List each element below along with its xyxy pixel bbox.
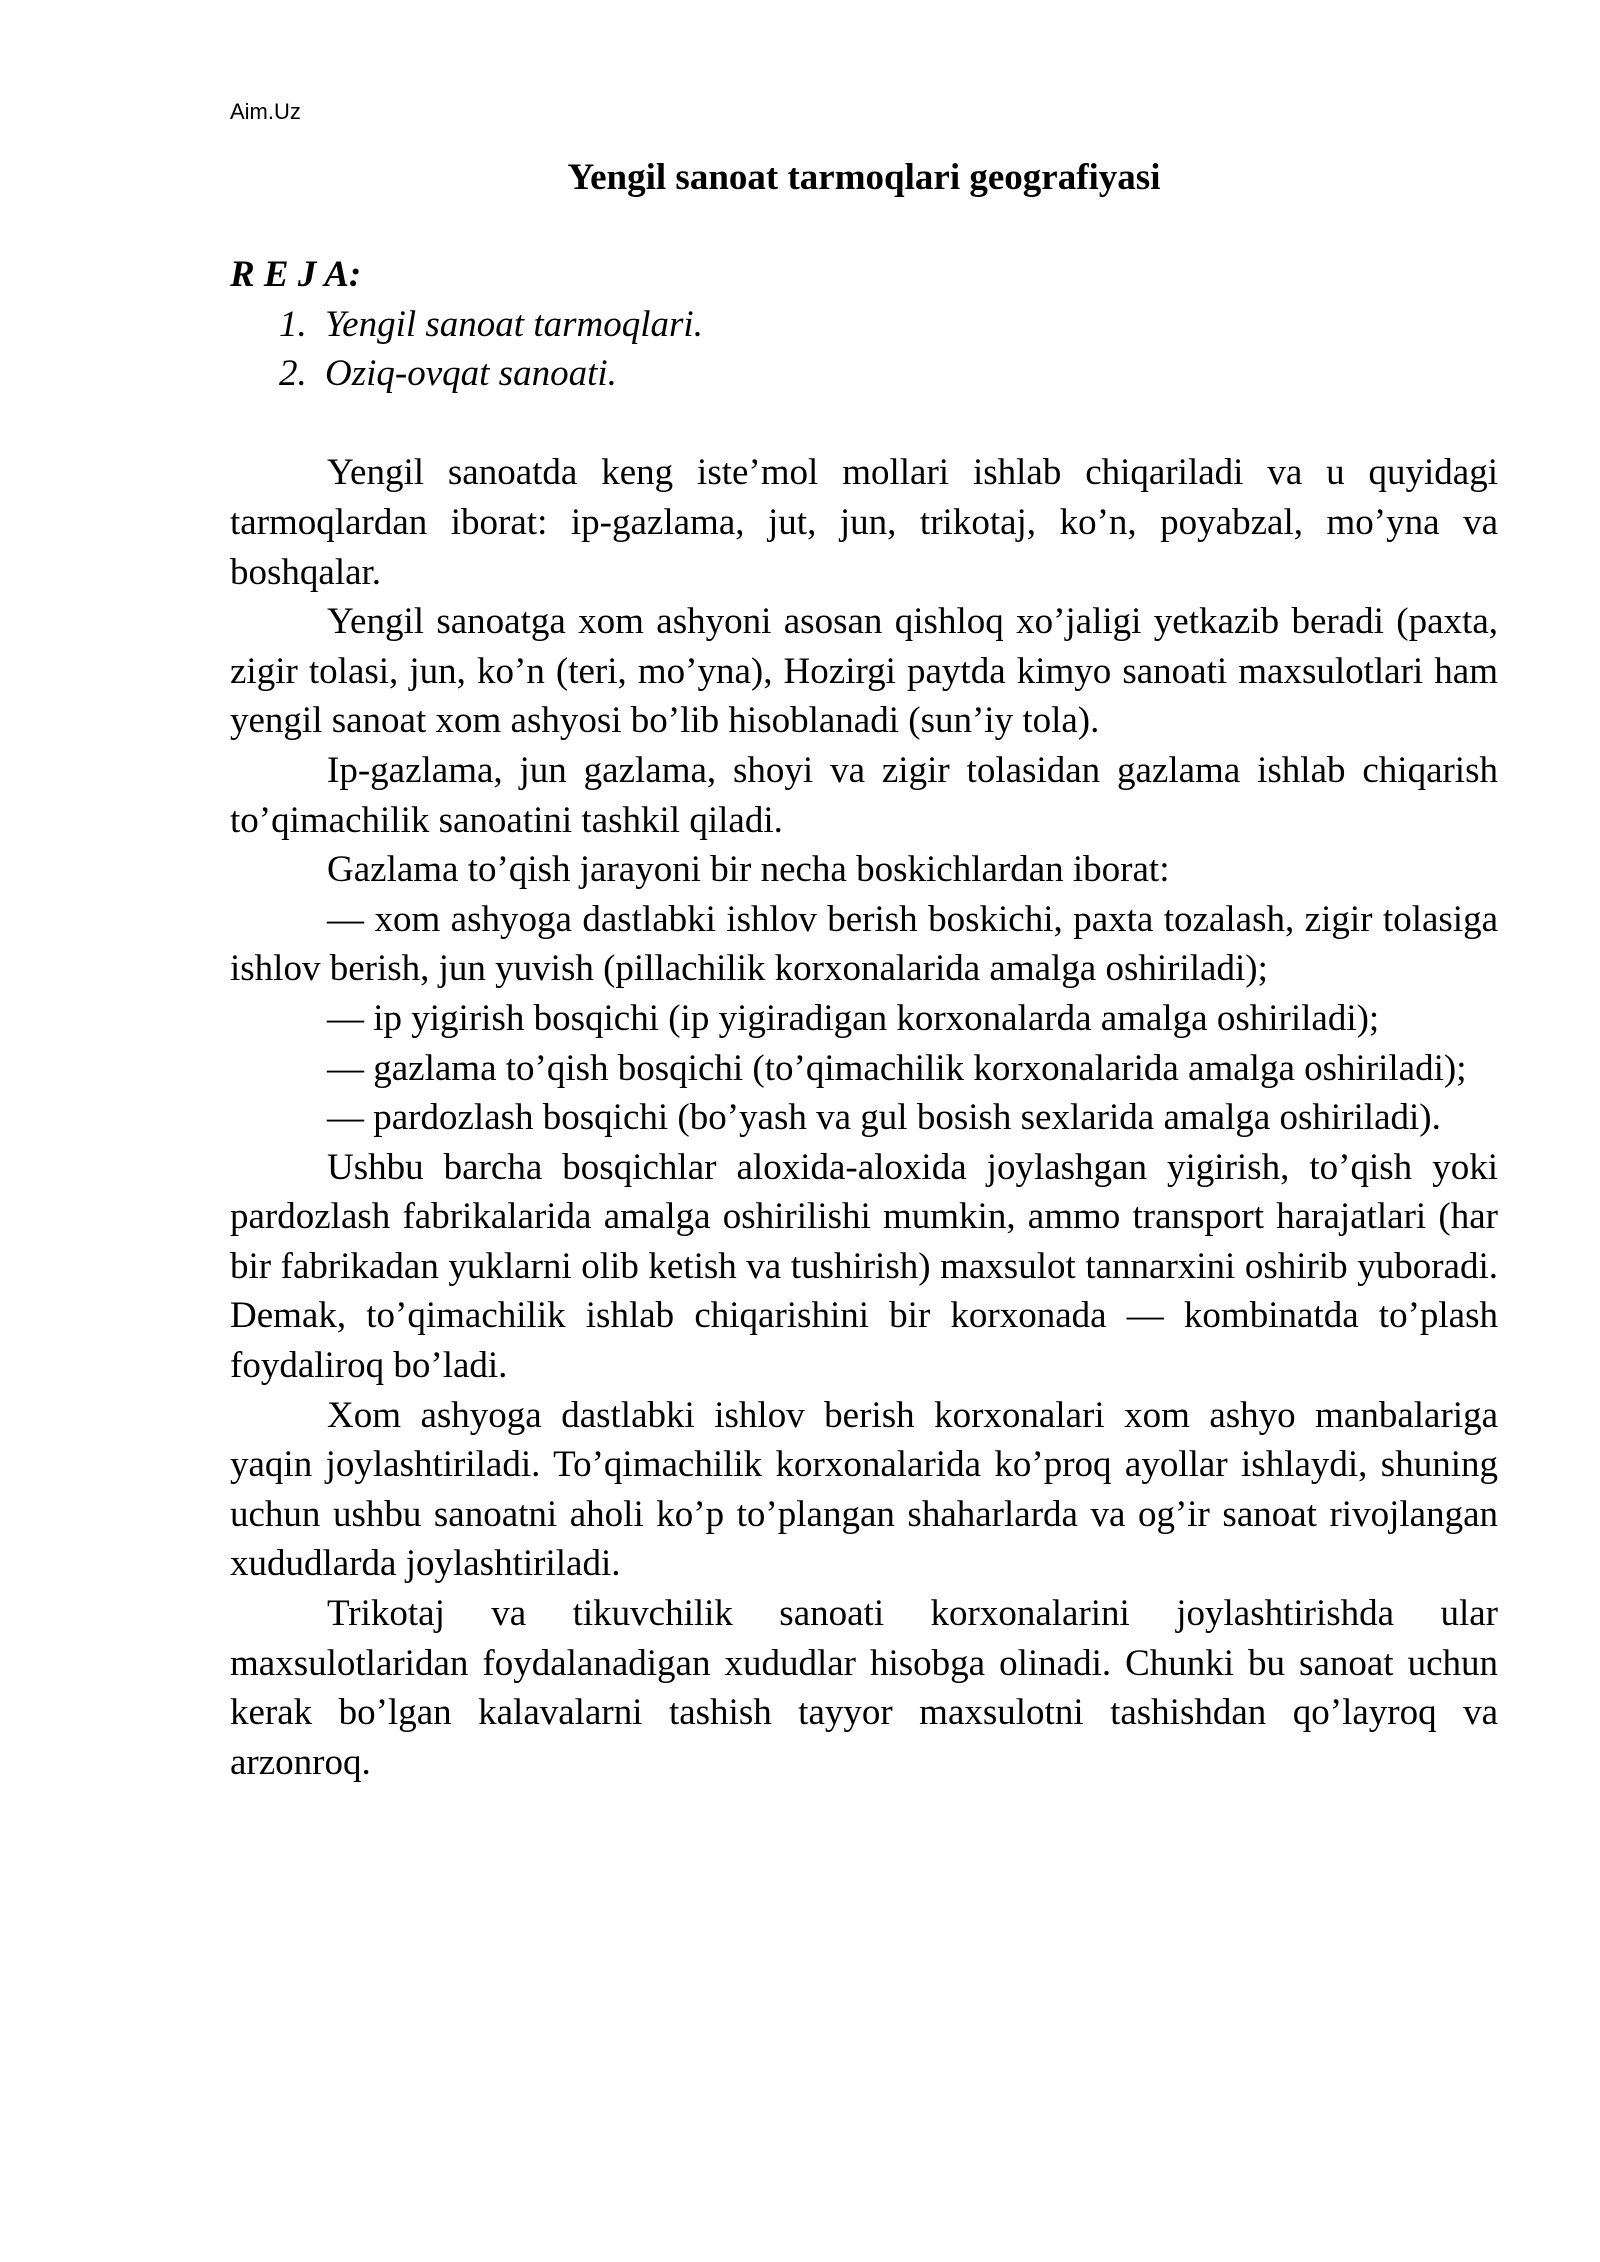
- paragraph: Ip-gazlama, jun gazlama, shoyi va zigir tolasidan gazlama ishlab chiqarish to’qimachilik sanoatini tashkil qiladi.: [230, 749, 1498, 841]
- stage-item: — pardozlash bosqichi (bo’yash va gul bosish sexlarida amalga oshiriladi).: [327, 1097, 1441, 1139]
- paragraph: Trikotaj va tikuvchilik sanoati korxonalarini joylashtirishda ular maxsulotlaridan foydalanadigan xududlar hisobga olinadi. Chunki bu sanoat uchun kerak bo’lgan kalavalarni tashish tayyor maxsulotni tashishdan qo’layroq va arzonroq.: [230, 1593, 1498, 1783]
- plan-item-text: Oziq-ovqat sanoati.: [325, 353, 617, 395]
- plan-item: [230, 349, 1498, 399]
- stage-item: — ip yigirish bosqichi (ip yigiradigan korxonalarda amalga oshiriladi);: [327, 997, 1380, 1039]
- paragraph: Yengil sanoatga xom ashyoni asosan qishloq xo’jaligi yetkazib beradi (paxta, zigir tolasi, jun, ko’n (teri, mo’yna), Hozirgi paytda kimyo sanoati maxsulotlari ham yengil sanoat xom ashyosi bo’lib hisoblanadi (sun’iy tola).: [230, 601, 1498, 742]
- plan-item: [230, 300, 1498, 350]
- paragraph: Xom ashyoga dastlabki ishlov berish korxonalari xom ashyo manbalariga yaqin joylashtiriladi. To’qimachilik korxonalarida ko’proq ayollar ishlaydi, shuning uchun ushbu sanoatni aholi ko’p to’plangan shaharlarda va og’ir sanoat rivojlangan xududlarda joylashtiriladi.: [230, 1394, 1498, 1585]
- document-title: Yengil sanoat tarmoqlari geografiyasi: [567, 157, 1161, 198]
- paragraph: Gazlama to’qish jarayoni bir necha boskichlardan iborat:: [327, 849, 1170, 891]
- plan-heading: R E J A:: [230, 254, 362, 295]
- plan-item-number: 2.: [279, 353, 307, 395]
- plan-item-text: Yengil sanoat tarmoqlari.: [325, 303, 703, 345]
- plan-list: [230, 300, 1498, 399]
- section-spacer: [230, 399, 1498, 449]
- paragraph: Ushbu barcha bosqichlar aloxida-aloxida joylashgan yigirish, to’qish yoki pardozlash fabrikalarida amalga oshirilishi mumkin, ammo transport harajatlari (har bir fabrikadan yuklarni olib ketish va tushirish) maxsulot tannarxini oshirib yuboradi. Demak, to’qimachilik ishlab chiqarishini bir korxonada — kombinatda to’plash foydaliroq bo’ladi.: [230, 1146, 1498, 1387]
- site-mark: Aim.Uz: [230, 99, 301, 124]
- stage-item: — xom ashyoga dastlabki ishlov berish boskichi, paxta tozalash, zigir tolasiga ishlov berish, jun yuvish (pillachilik korxonalarida amalga oshiriladi);: [230, 898, 1498, 990]
- plan-item-number: 1.: [279, 303, 307, 345]
- document-body: [230, 250, 1498, 1787]
- stage-item: — gazlama to’qish bosqichi (to’qimachilik korxonalarida amalga oshiriladi);: [327, 1047, 1467, 1089]
- paragraph: Yengil sanoatda keng iste’mol mollari ishlab chiqariladi va u quyidagi tarmoqlardan iborat: ip-gazlama, jut, jun, trikotaj, ko’n, poyabzal, mo’yna va boshqalar.: [230, 452, 1498, 593]
